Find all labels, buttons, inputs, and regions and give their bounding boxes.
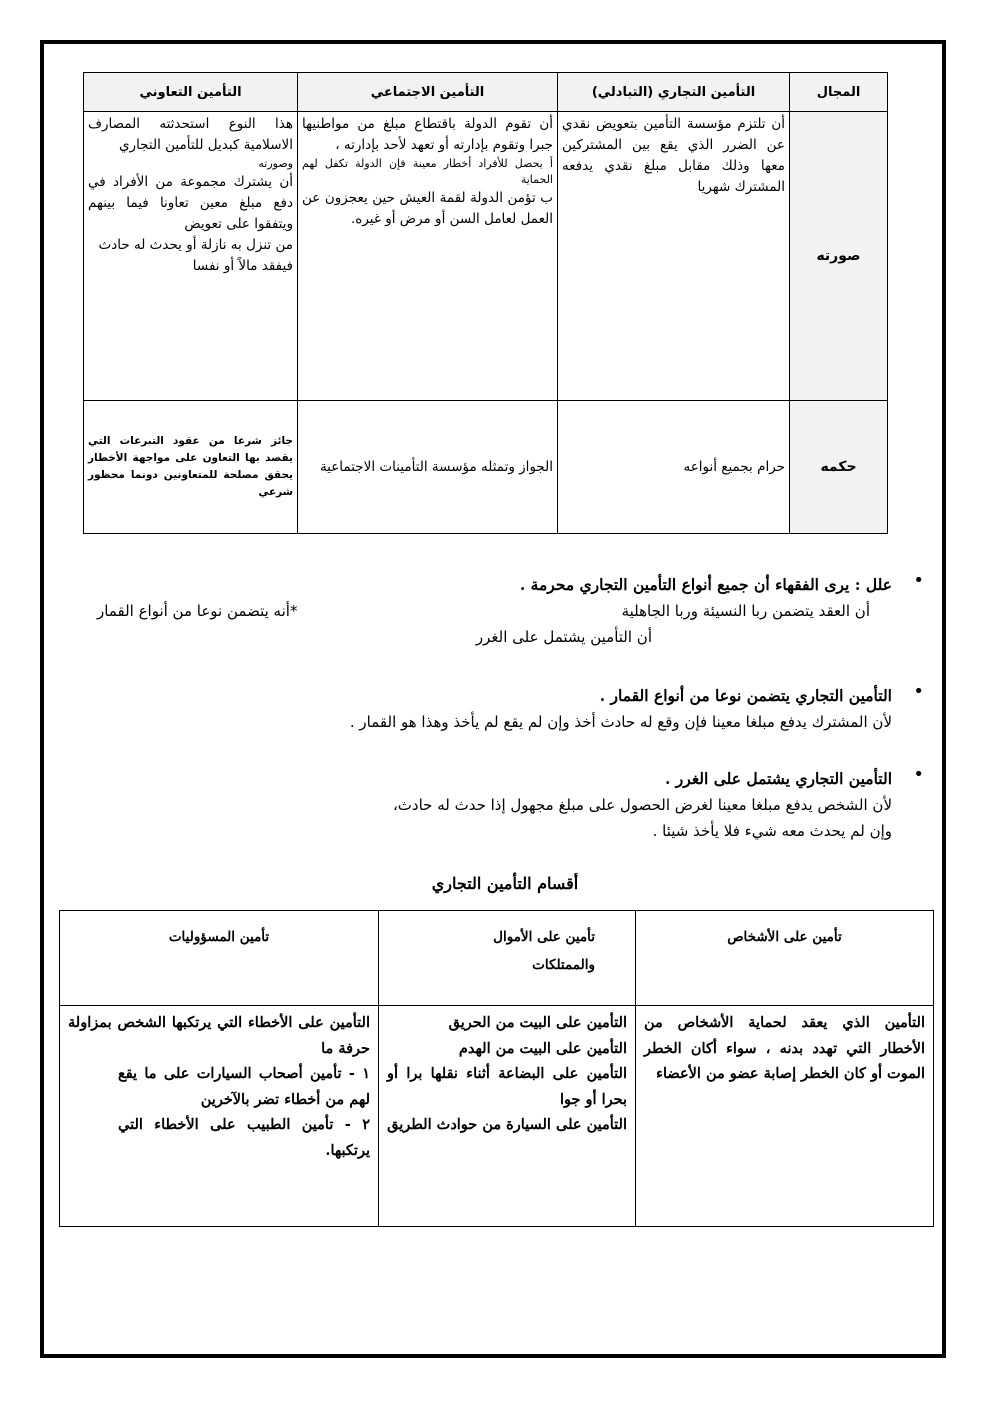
types-body-row xyxy=(60,1006,934,1227)
form-coop-b: وصورته xyxy=(258,157,293,170)
table-row-ruling xyxy=(84,401,888,534)
liability-item: ١ - تأمين أصحاب السيارات على ما يقع لهم من أخطاء تضر بالآخرين xyxy=(118,1065,370,1108)
header-commercial: التأمين التجاري (التبادلي) xyxy=(558,73,790,112)
header-field: المجال xyxy=(790,73,888,112)
form-social-c: ب تؤمن الدولة لقمة العيش حين يعجزون عن العمل لعامل السن أو مرض أو غيره. xyxy=(302,190,553,227)
row-label-form: صورته xyxy=(790,112,888,401)
bullet-3-heading: التأمين التجاري يشتمل على الغرر . xyxy=(665,769,892,788)
bullet-1-line1 xyxy=(97,598,892,624)
bullet-dot: • xyxy=(913,570,924,591)
ruling-social: الجواز وتمثله مؤسسة التأمينات الاجتماعية xyxy=(298,401,558,534)
liability-item: التأمين على الأخطاء التي يرتكبها الشخص بمزاولة حرفة ما xyxy=(68,1014,370,1057)
property-item: التأمين على البضاعة أثناء نقلها برا أو بحرا أو جوا xyxy=(387,1065,627,1108)
form-coop-d: من تنزل به نازلة أو يحدث له حادث xyxy=(98,237,293,253)
bullet-dot: • xyxy=(913,764,924,785)
form-coop-a: هذا النوع استحدثته المصارف الاسلامية كبديل للتأمين التجاري xyxy=(88,116,293,153)
bullet-2-heading: التأمين التجاري يتضمن نوعا من أنواع القمار . xyxy=(599,686,892,705)
insurance-comparison-table xyxy=(83,72,888,534)
bullet-1-line1-left: *أنه يتضمن نوعا من أنواع القمار xyxy=(97,602,298,620)
property-item: التأمين على البيت من الهدم xyxy=(458,1039,627,1057)
table-header-row xyxy=(84,73,888,112)
property-item: التأمين على السيارة من حوادث الطريق xyxy=(387,1116,627,1133)
bullet-2-line1: لأن المشترك يدفع مبلغا معينا فإن وقع له حادث أخذ وإن لم يقع لم يأخذ وهذا هو القمار . xyxy=(349,713,892,731)
header-social: التأمين الاجتماعي xyxy=(298,73,558,112)
insurance-types-table xyxy=(59,910,934,1227)
header-liability: تأمين المسؤوليات xyxy=(60,911,379,1006)
table-row-form xyxy=(84,112,888,401)
section-title-types: أقسام التأمين التجاري xyxy=(431,874,579,893)
bullet-1-heading: علل : يرى الفقهاء أن جميع أنواع التأمين التجاري محرمة . xyxy=(519,575,892,594)
liability-item: ٢ - تأمين الطبيب على الأخطاء التي يرتكبها. xyxy=(118,1116,370,1159)
liability-cell xyxy=(60,1006,379,1227)
bullet-dot: • xyxy=(913,681,924,702)
ruling-cooperative: جائز شرعا من عقود التبرعات التي يقصد بها التعاون على مواجهة الأخطار يحقق مصلحة للمتعاونين دونما محظور شرعي xyxy=(84,401,298,534)
form-social xyxy=(298,112,558,401)
form-coop-e: فيفقد مالاً أو نفسا xyxy=(192,258,293,274)
bullet-1-line2: أن التأمين يشتمل على الغرر xyxy=(475,628,652,646)
bullet-1-line1-right: أن العقد يتضمن ربا النسيئة وربا الجاهلية xyxy=(621,602,870,620)
property-item: التأمين على البيت من الحريق xyxy=(448,1014,627,1031)
persons-cell: التأمين الذي يعقد لحماية الأشخاص من الأخطار التي تهدد بدنه ، سواء أكان الخطر الموت أو كان الخطر إصابة عضو من الأعضاء xyxy=(636,1006,934,1227)
bullet-3-line1: لأن الشخص يدفع مبلغا معينا لغرض الحصول على مبلغ مجهول إذا حدث له حادث، xyxy=(392,796,892,814)
header-property-line2: والممتلكات xyxy=(532,957,595,973)
form-commercial xyxy=(558,112,790,401)
form-social-a: أن تقوم الدولة باقتطاع مبلغ من مواطنيها جبرا وتقوم بإدارته أو تعهد لأحد بإدارته ، xyxy=(302,116,553,153)
form-commercial-text: أن تلتزم مؤسسة التأمين بتعويض نقدي عن الضرر الذي يقع بين المشتركين معها وذلك مقابل مبلغ نقدي يدفعه المشترك شهريا xyxy=(562,116,785,195)
header-property xyxy=(379,911,636,1006)
types-header-row xyxy=(60,911,934,1006)
ruling-commercial: حرام بجميع أنواعه xyxy=(558,401,790,534)
form-social-b: أ يحصل للأفراد أخطار معينة فإن الدولة تكفل لهم الحماية xyxy=(302,157,553,186)
header-cooperative: التأمين التعاوني xyxy=(84,73,298,112)
header-property-line1: تأمين على الأموال xyxy=(493,929,595,945)
bullet-3-line2: وإن لم يحدث معه شيء فلا يأخذ شيئا . xyxy=(652,822,892,840)
form-coop-c: أن يشترك مجموعة من الأفراد في دفع مبلغ معين تعاونا فيما بينهم ويتفقوا على تعويض xyxy=(88,174,293,232)
property-cell xyxy=(379,1006,636,1227)
bullet-2 xyxy=(112,681,924,735)
form-cooperative xyxy=(84,112,298,401)
bullet-3 xyxy=(112,764,924,844)
bullet-1 xyxy=(97,570,924,650)
header-persons: تأمين على الأشخاص xyxy=(636,911,934,1006)
row-label-ruling: حكمه xyxy=(790,401,888,534)
